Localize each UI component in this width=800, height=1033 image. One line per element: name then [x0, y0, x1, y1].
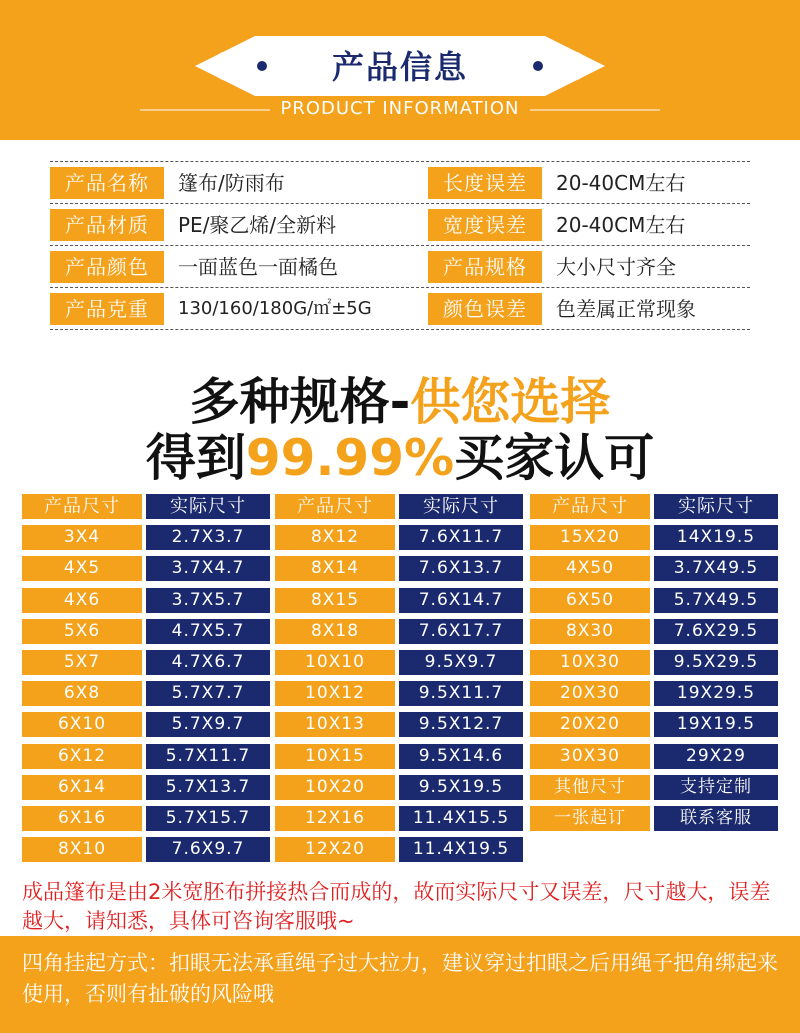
page-subtitle: PRODUCT INFORMATION: [280, 98, 520, 119]
info-value: 20-40CM左右: [556, 213, 686, 237]
size-product-cell: 10X30: [530, 650, 650, 675]
size-actual-cell: 支持定制: [654, 775, 778, 800]
divider: [50, 203, 750, 204]
size-actual-cell: 9.5X11.7: [399, 681, 523, 706]
size-product-cell: 6X12: [22, 744, 142, 769]
size-actual-cell: 9.5X9.7: [399, 650, 523, 675]
info-row: [50, 167, 750, 199]
size-actual-cell: 7.6X13.7: [399, 556, 523, 581]
info-label: 产品规格: [428, 251, 542, 283]
info-label: 产品克重: [50, 293, 164, 325]
info-label: 长度误差: [428, 167, 542, 199]
size-product-cell: 8X10: [22, 837, 142, 862]
size-actual-cell: 3.7X5.7: [146, 588, 270, 613]
size-actual-cell: 3.7X4.7: [146, 556, 270, 581]
size-product-cell: 4X5: [22, 556, 142, 581]
size-actual-cell: 29X29: [654, 744, 778, 769]
info-row: [50, 293, 750, 325]
divider: [50, 329, 750, 330]
promo-text: 买家认可: [454, 429, 655, 487]
size-product-cell: 8X30: [530, 619, 650, 644]
size-product-cell: 10X10: [275, 650, 395, 675]
size-actual-cell: 4.7X5.7: [146, 619, 270, 644]
size-product-cell: 5X7: [22, 650, 142, 675]
size-product-cell: 20X30: [530, 681, 650, 706]
size-actual-cell: 5.7X13.7: [146, 775, 270, 800]
divider: [50, 287, 750, 288]
size-actual-cell: 19X29.5: [654, 681, 778, 706]
size-actual-cell: 5.7X15.7: [146, 806, 270, 831]
size-product-cell: 12X20: [275, 837, 395, 862]
info-value: 20-40CM左右: [556, 171, 686, 195]
size-product-cell: 其他尺寸: [530, 775, 650, 800]
size-header-product: 产品尺寸: [22, 494, 142, 519]
size-actual-cell: 7.6X9.7: [146, 837, 270, 862]
size-product-cell: 4X6: [22, 588, 142, 613]
size-header-actual: 实际尺寸: [654, 494, 778, 519]
size-actual-cell: 联系客服: [654, 806, 778, 831]
size-actual-cell: 11.4X19.5: [399, 837, 523, 862]
size-product-cell: 5X6: [22, 619, 142, 644]
info-value: 大小尺寸齐全: [556, 255, 676, 279]
info-value: 色差属正常现象: [556, 297, 696, 321]
size-actual-cell: 7.6X14.7: [399, 588, 523, 613]
header-banner: [0, 0, 800, 140]
info-value: 篷布/防雨布: [178, 171, 285, 195]
info-label: 颜色误差: [428, 293, 542, 325]
size-product-cell: 6X8: [22, 681, 142, 706]
info-label: 产品名称: [50, 167, 164, 199]
info-label: 宽度误差: [428, 209, 542, 241]
size-actual-cell: 9.5X19.5: [399, 775, 523, 800]
size-actual-cell: 7.6X29.5: [654, 619, 778, 644]
size-actual-cell: 2.7X3.7: [146, 525, 270, 550]
promo-text: 多种规格-: [189, 373, 411, 431]
size-actual-cell: 19X19.5: [654, 712, 778, 737]
size-product-cell: 15X20: [530, 525, 650, 550]
size-product-cell: 30X30: [530, 744, 650, 769]
info-value: PE/聚乙烯/全新料: [178, 213, 337, 237]
size-header-product: 产品尺寸: [275, 494, 395, 519]
size-product-cell: 20X20: [530, 712, 650, 737]
size-actual-cell: 7.6X17.7: [399, 619, 523, 644]
size-product-cell: 10X12: [275, 681, 395, 706]
info-row: [50, 251, 750, 283]
promo-highlight: 99.99%: [245, 429, 455, 487]
size-product-cell: 6X10: [22, 712, 142, 737]
size-product-cell: 10X15: [275, 744, 395, 769]
size-product-cell: 6X50: [530, 588, 650, 613]
info-value: 一面蓝色一面橘色: [178, 255, 338, 279]
size-product-cell: 8X14: [275, 556, 395, 581]
promo-text: 得到: [145, 429, 246, 487]
size-product-cell: 10X20: [275, 775, 395, 800]
size-actual-cell: 4.7X6.7: [146, 650, 270, 675]
divider: [50, 245, 750, 246]
size-product-cell: 3X4: [22, 525, 142, 550]
promo-line-2: [0, 418, 800, 490]
size-actual-cell: 14X19.5: [654, 525, 778, 550]
size-actual-cell: 5.7X49.5: [654, 588, 778, 613]
info-row: [50, 209, 750, 241]
size-actual-cell: 9.5X12.7: [399, 712, 523, 737]
size-header-actual: 实际尺寸: [399, 494, 523, 519]
size-product-cell: 12X16: [275, 806, 395, 831]
size-product-cell: 8X12: [275, 525, 395, 550]
info-label: 产品材质: [50, 209, 164, 241]
size-error-note: 成品篷布是由2米宽胚布拼接热合而成的，故而实际尺寸又误差，尺寸越大，误差越大，请知悉，具体可咨询客服哦~: [22, 880, 771, 933]
size-actual-cell: 7.6X11.7: [399, 525, 523, 550]
size-actual-cell: 11.4X15.5: [399, 806, 523, 831]
size-product-cell: 4X50: [530, 556, 650, 581]
divider: [50, 161, 750, 162]
size-actual-cell: 5.7X11.7: [146, 744, 270, 769]
page-title: 产品信息: [331, 48, 468, 86]
hanging-method-note: 四角挂起方式：扣眼无法承重绳子过大拉力，建议穿过扣眼之后用绳子把角绑起来使用，否则有扯破的风险哦: [22, 951, 778, 1006]
size-actual-cell: 3.7X49.5: [654, 556, 778, 581]
size-actual-cell: 5.7X7.7: [146, 681, 270, 706]
info-label: 产品颜色: [50, 251, 164, 283]
info-value: 130/160/180G/㎡±5G: [178, 298, 372, 319]
promo-highlight: 供您选择: [410, 373, 611, 431]
size-product-cell: 8X15: [275, 588, 395, 613]
size-header-product: 产品尺寸: [530, 494, 650, 519]
size-header-actual: 实际尺寸: [146, 494, 270, 519]
size-actual-cell: 9.5X29.5: [654, 650, 778, 675]
size-product-cell: 10X13: [275, 712, 395, 737]
size-actual-cell: 5.7X9.7: [146, 712, 270, 737]
size-product-cell: 6X16: [22, 806, 142, 831]
size-product-cell: 8X18: [275, 619, 395, 644]
size-product-cell: 6X14: [22, 775, 142, 800]
size-product-cell: 一张起订: [530, 806, 650, 831]
size-actual-cell: 9.5X14.6: [399, 744, 523, 769]
